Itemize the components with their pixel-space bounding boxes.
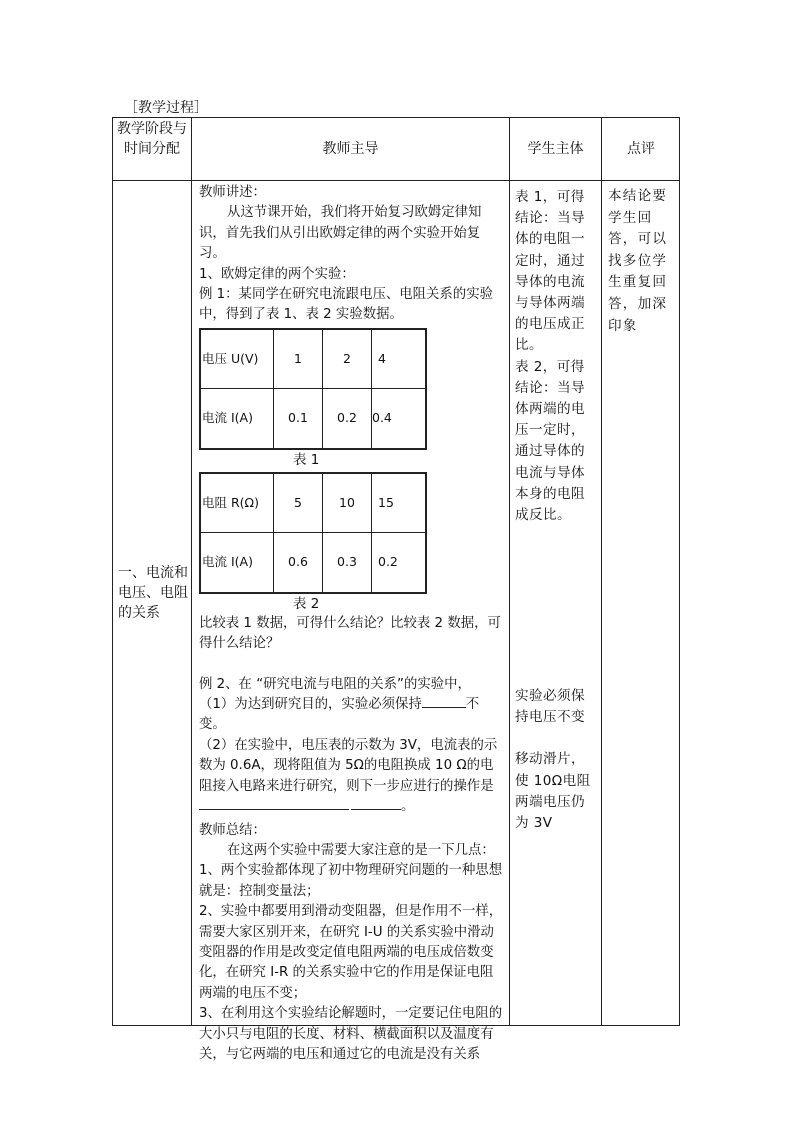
student-answer: 表 2，可得结论：当导体两端的电压一定时，通过导体的电流与导体本身的电阻成反比。	[515, 358, 585, 524]
table-caption: 表 2	[293, 595, 320, 612]
section-label: ［教学过程］	[124, 100, 208, 116]
teacher-paragraph: 从这节课开始，我们将开始复习欧姆定律知识，首先我们从引出欧姆定律的两个实验开始复习。	[199, 205, 482, 262]
table-cell: 0.6	[274, 533, 323, 593]
answer-blank	[422, 695, 466, 708]
table-cell: 电压 U(V)	[200, 329, 274, 389]
header-comment: 点评	[627, 141, 655, 157]
table-cell: 0.3	[323, 533, 372, 593]
student-answer: 实验必须保持电压不变	[515, 688, 585, 726]
table-row	[200, 389, 426, 449]
table-cell: 2	[323, 329, 372, 389]
column-divider	[191, 117, 192, 1026]
stage-title: 一、电流和电压、电阻的关系	[118, 565, 188, 621]
teacher-paragraph: 1、欧姆定律的两个实验：	[199, 266, 355, 282]
data-table-2	[199, 472, 427, 594]
question: 比较表 1 数据，可得什么结论？比较表 2 数据，可得什么结论？	[199, 615, 501, 652]
answer-blank	[351, 797, 401, 810]
table-cell: 电流 I(A)	[200, 533, 274, 593]
spacer	[199, 655, 503, 675]
student-column-bottom	[515, 686, 597, 834]
example-2: 例 2、在 “研究电流与电阻的关系”的实验中，	[199, 676, 471, 692]
table-cell: 10	[323, 473, 372, 533]
table-cell: 0.2	[372, 533, 427, 593]
question-text: （1）为达到研究目的，实验必须保持	[199, 697, 422, 713]
answer-blank	[199, 797, 349, 810]
teacher-paragraph: 2、实验中都要用到滑动变阻器，但是作用不一样，需要大家区别开来，在研究 I-U 的关系实验中滑动变阻器的作用是改变定值电阻两端的电压成倍数变化，在研究 I-R 的关系实验中它的作用是保证电阻两端的电压不变；	[199, 904, 503, 1001]
teacher-intro: 教师讲述：	[199, 185, 266, 200]
table-cell: 1	[274, 329, 323, 389]
table-cell: 0.2	[323, 389, 372, 449]
teacher-paragraph: 在这两个实验中需要大家注意的是一下几点：	[227, 842, 495, 858]
column-divider	[509, 117, 510, 1026]
table-cell: 电流 I(A)	[200, 389, 274, 449]
table-cell: 0.4	[372, 389, 427, 449]
question-part-1	[199, 695, 503, 736]
student-answer: 移动滑片，使 10Ω电阻两端电压仍为 3V	[515, 751, 591, 832]
column-divider	[601, 117, 602, 1026]
table-row	[200, 533, 426, 593]
table-cell: 5	[274, 473, 323, 533]
question-text: 不变。	[199, 697, 480, 733]
teacher-summary-title: 教师总结：	[199, 822, 266, 838]
teacher-paragraph: 1、两个实验都体现了初中物理研究问题的一种思想就是：控制变量法；	[199, 863, 503, 899]
header-student: 学生主体	[527, 141, 584, 157]
header-teacher: 教师主导	[322, 141, 379, 157]
student-column-top	[515, 187, 597, 526]
teacher-paragraph: 3、在利用这个实验结论解题时，一定要记住电阻的大小只与电阻的长度、材料、横截面积以及温度有关，与它两端的电压和通过它的电流是没有关系	[199, 1006, 503, 1062]
table-caption: 表 1	[293, 451, 320, 468]
table-cell: 电阻 R(Ω)	[200, 473, 274, 533]
question-text: （2）在实验中，电压表的示数为 3V，电流表的示数为 0.6A，现将阻值为 5Ω的电阻换成 10 Ω的电阻接入电路来进行研究，则下一步应进行的操作是	[199, 737, 498, 794]
table-row	[200, 473, 426, 533]
teacher-column	[199, 183, 503, 1065]
table-row	[200, 329, 426, 389]
table-cell: 0.1	[274, 389, 323, 449]
header-divider	[112, 180, 680, 181]
table-cell: 4	[372, 329, 427, 389]
question-text: 。	[401, 799, 415, 815]
table-cell: 15	[372, 473, 427, 533]
comment-text: 本结论要学生回答，可以找多位学生重复回答，加深印象	[608, 188, 668, 334]
student-answer: 表 1，可得结论：当导体的电阻一定时，通过导体的电流与导体两端的电压成正比。	[515, 189, 585, 354]
header-stage: 教学阶段与时间分配	[117, 121, 187, 157]
example-1: 例 1：某同学在研究电流跟电压、电阻关系的实验中，得到了表 1、表 2 实验数据。	[199, 287, 493, 323]
question-part-2	[199, 736, 503, 818]
data-table-1	[199, 328, 427, 450]
